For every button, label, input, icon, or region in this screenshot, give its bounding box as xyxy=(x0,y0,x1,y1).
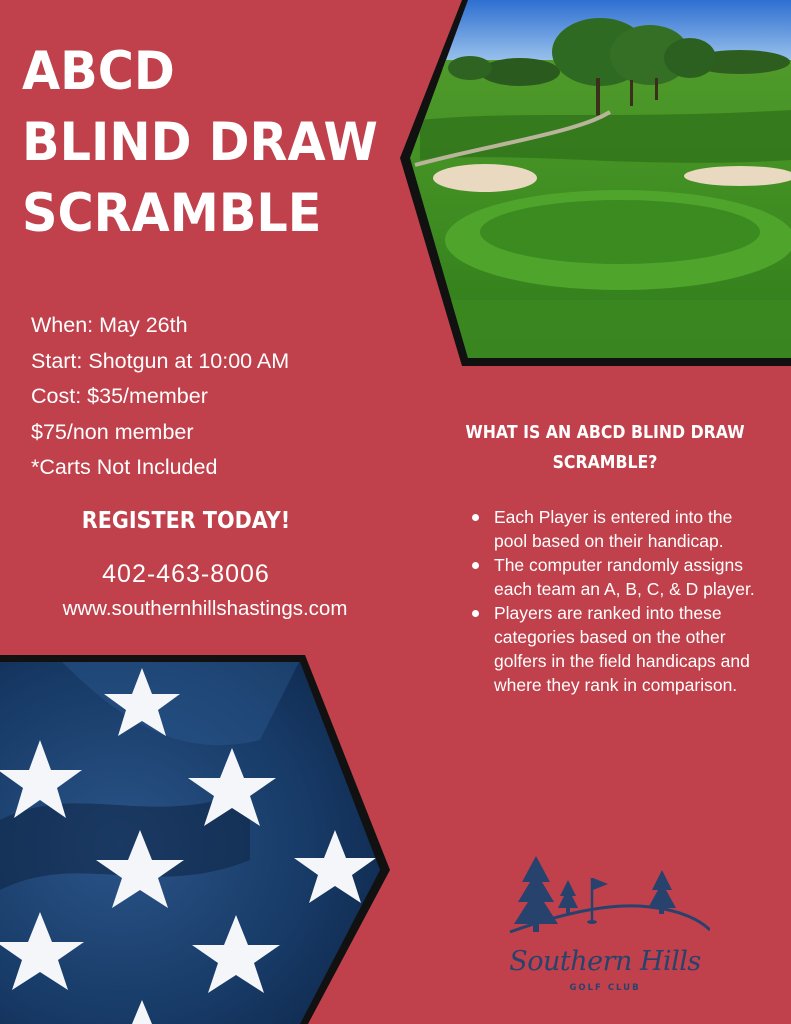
title-line: ABCD xyxy=(22,41,175,102)
logo-name: Southern Hills xyxy=(509,946,701,977)
about-bullet-list xyxy=(470,505,760,697)
about-heading xyxy=(448,418,763,478)
title-line: BLIND DRAW xyxy=(22,112,378,173)
pine-tree-icon xyxy=(514,856,558,932)
american-flag-photo xyxy=(0,660,400,1024)
list-item: Each Player is entered into the pool based on their handicap. xyxy=(470,505,760,553)
golf-flag-icon xyxy=(587,878,608,924)
event-title xyxy=(22,36,378,249)
register-heading: REGISTER TODAY! xyxy=(81,508,291,534)
pine-tree-icon xyxy=(648,870,676,914)
list-item: The computer randomly assigns each team an A, B, C, & D player. xyxy=(470,553,760,601)
event-start-time: Start: Shotgun at 10:00 AM xyxy=(31,348,290,373)
carts-note: *Carts Not Included xyxy=(31,455,218,479)
logo-graphic xyxy=(500,852,710,952)
event-date: When: May 26th xyxy=(31,313,188,337)
non-member-cost: $75/non member xyxy=(31,419,194,444)
about-heading-line: WHAT IS AN ABCD BLIND DRAW xyxy=(465,423,745,443)
list-item: Players are ranked into these categories based on the other golfers in the field handicaps and where they rank in comparison. xyxy=(470,601,760,697)
title-line: SCRAMBLE xyxy=(22,183,322,244)
website-link[interactable]: www.southernhillshastings.com xyxy=(62,597,348,620)
about-heading-line: SCRAMBLE? xyxy=(552,453,658,473)
event-details xyxy=(31,308,289,486)
golf-course-photo xyxy=(400,0,791,360)
member-cost: Cost: $35/member xyxy=(31,384,208,408)
phone-number[interactable]: 402-463-8006 xyxy=(102,560,270,588)
logo-subtitle: GOLF CLUB xyxy=(569,983,641,993)
club-logo xyxy=(500,852,710,1002)
pine-tree-icon xyxy=(558,880,578,914)
